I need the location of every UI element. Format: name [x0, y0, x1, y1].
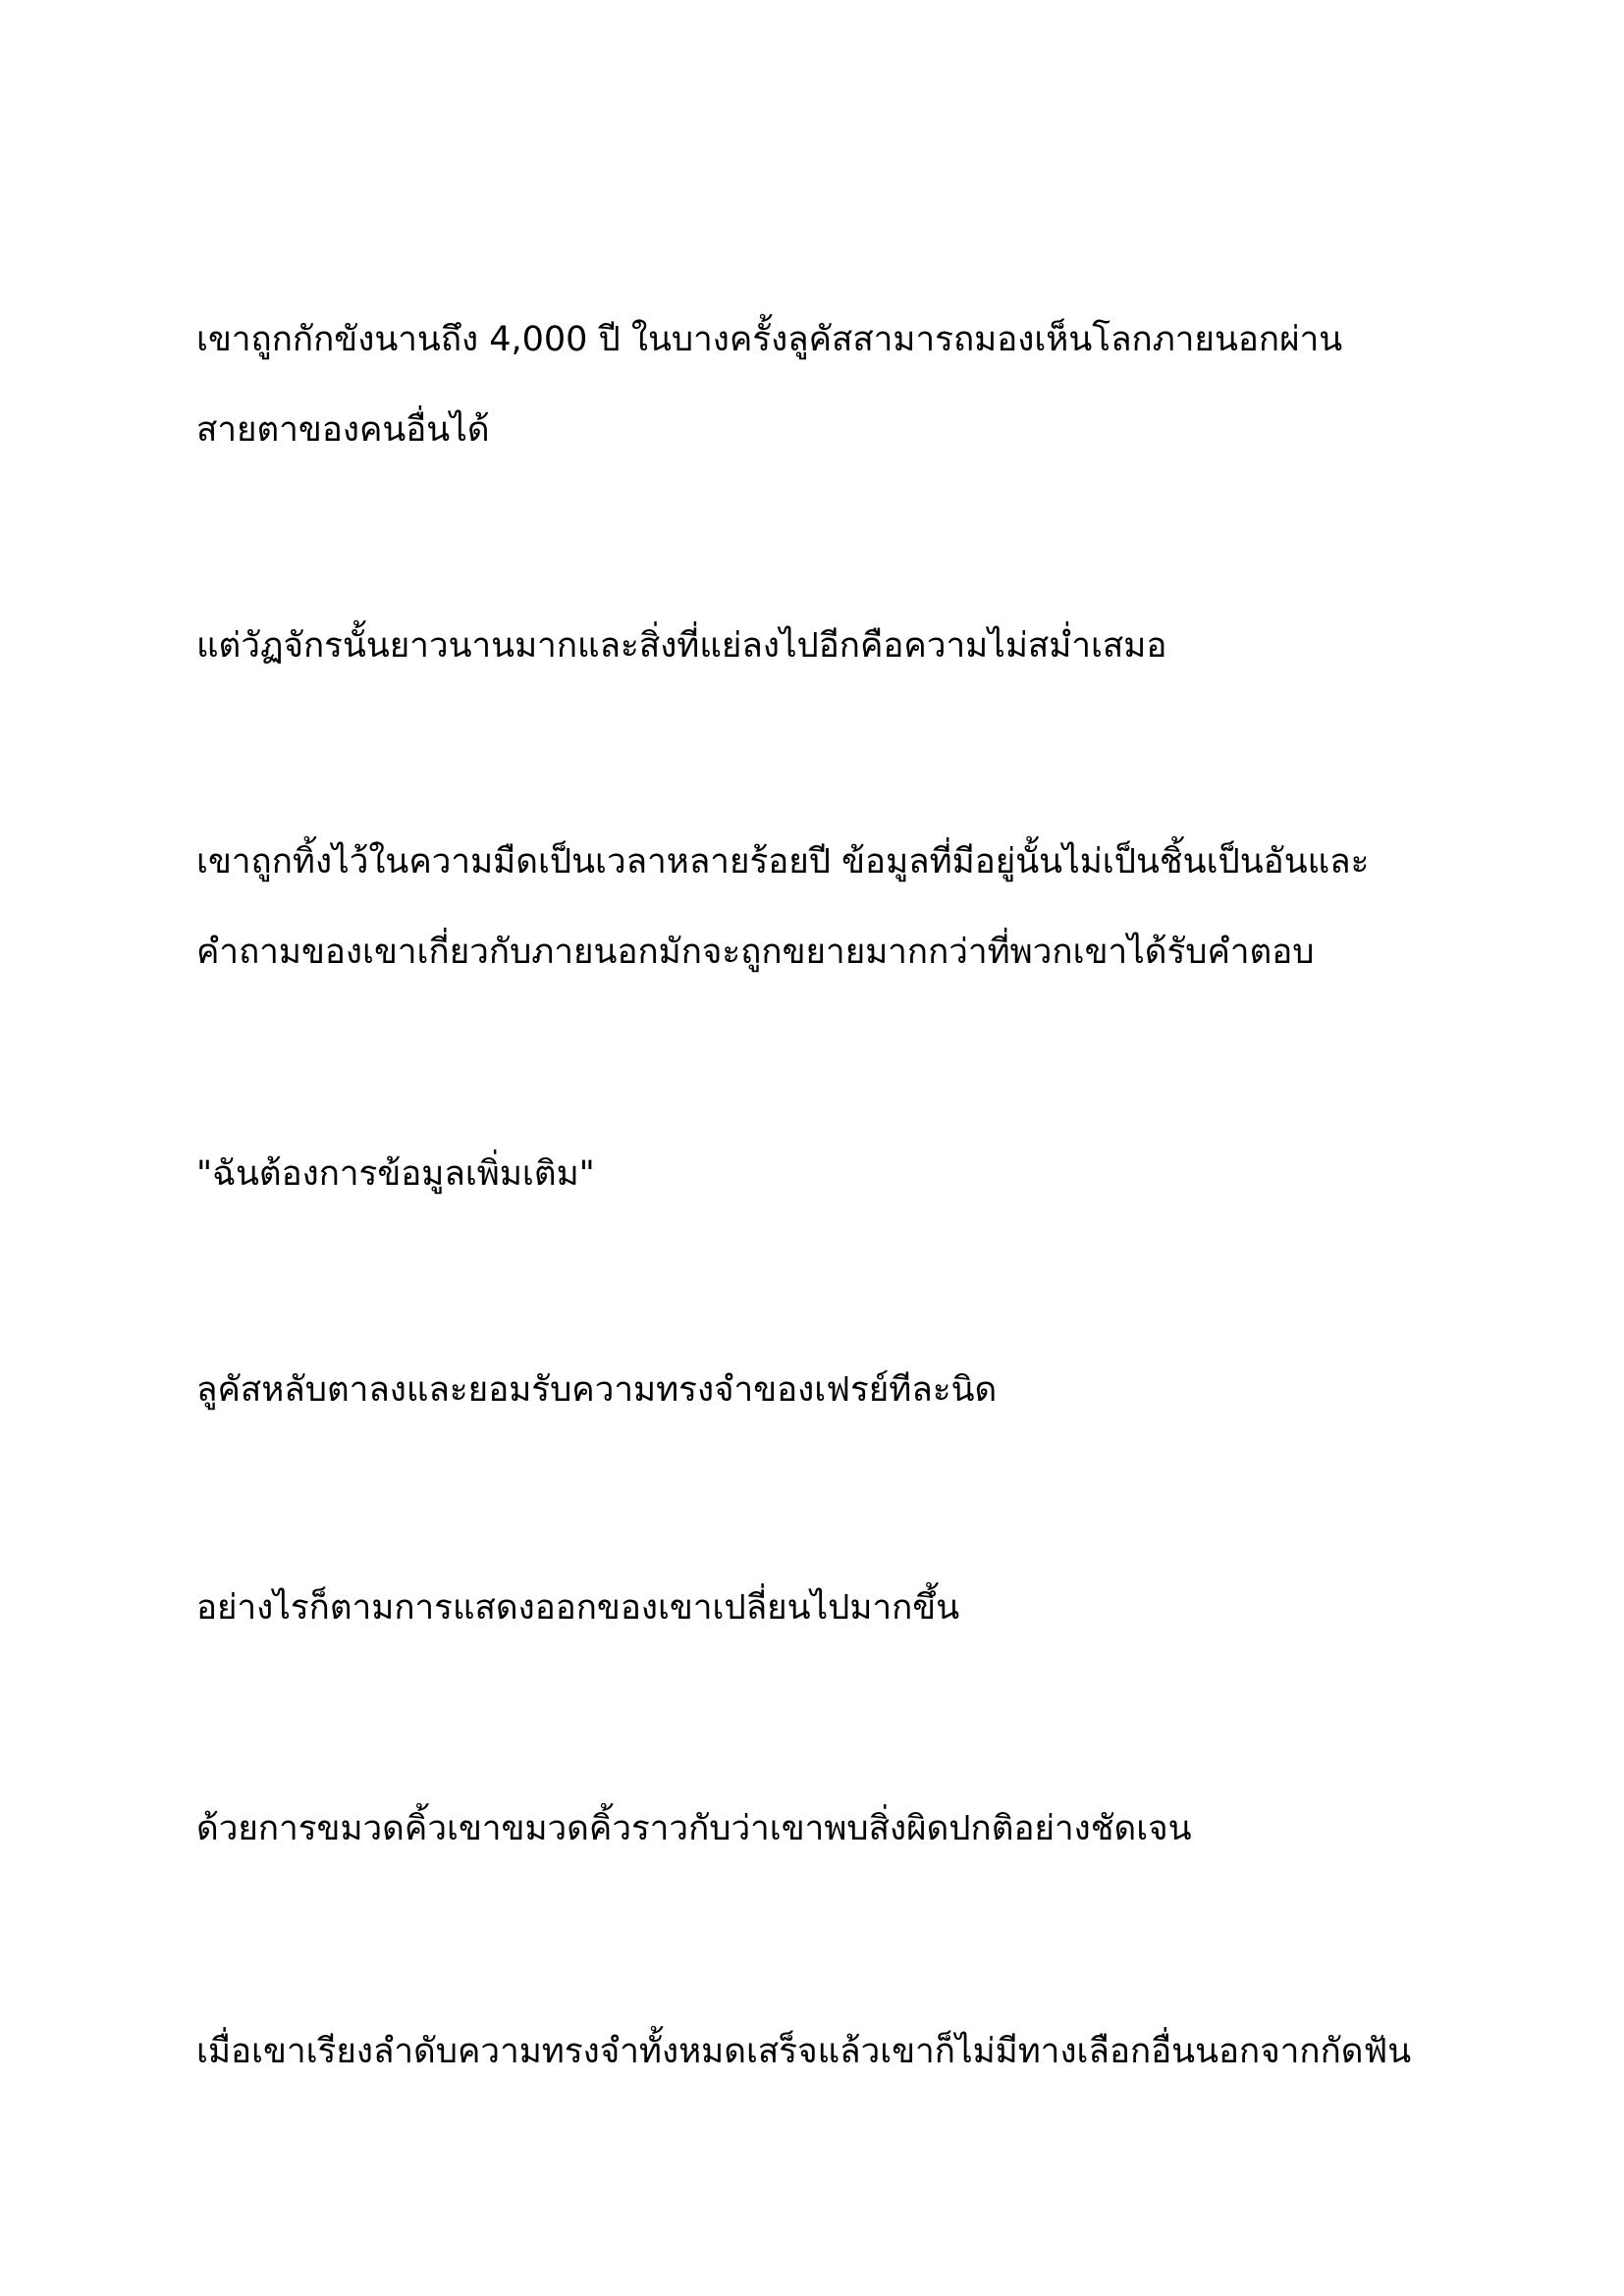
- text-line: สายตาของคนอื่นได้: [196, 410, 490, 450]
- text-line: "ฉันต้องการข้อมูลเพิ่มเติม": [196, 1154, 595, 1194]
- text-line: เขาถูกทิ้งไว้ในความมืดเป็นเวลาหลายร้อยปี ข้อมูลที่มีอยู่นั้นไม่เป็นชิ้นเป็นอันและ: [196, 842, 1370, 881]
- paragraph: [196, 2006, 1473, 2097]
- text-line: เขาถูกกักขังนานถึง 4,000 ปี ในบางครั้งลูคัสสามารถมองเห็นโลกภายนอกผ่าน: [196, 320, 1343, 359]
- text-line: คำถามของเขาเกี่ยวกับภายนอกมักจะถูกขยายมากกว่าที่พวกเขาได้รับคำตอบ: [196, 933, 1315, 972]
- paragraph: [196, 1563, 1473, 1653]
- paragraph: [196, 817, 1473, 997]
- text-line: ด้วยการขมวดคิ้วเขาขมวดคิ้วราวกับว่าเขาพบสิ่งผิดปกติอย่างชัดเจน: [196, 1809, 1192, 1848]
- text-line: ลูคัสหลับตาลงและยอมรับความทรงจำของเฟรย์ทีละนิด: [196, 1370, 998, 1410]
- text-line: แต่วัฏจักรนั้นยาวนานมากและสิ่งที่แย่ลงไปอีกคือความไม่สม่ำเสมอ: [196, 626, 1167, 666]
- text-line: เมื่อเขาเรียงลำดับความทรงจำทั้งหมดเสร็จแล้วเขาก็ไม่มีทางเลือกอื่นนอกจากกัดฟัน: [196, 2032, 1412, 2071]
- paragraph: [196, 1345, 1473, 1435]
- paragraph: [196, 1784, 1473, 1874]
- text-line: อย่างไรก็ตามการแสดงออกของเขาเปลี่ยนไปมากขึ้น: [196, 1588, 960, 1628]
- paragraph: [196, 601, 1473, 691]
- paragraph: [196, 294, 1473, 475]
- paragraph: [196, 1129, 1473, 1219]
